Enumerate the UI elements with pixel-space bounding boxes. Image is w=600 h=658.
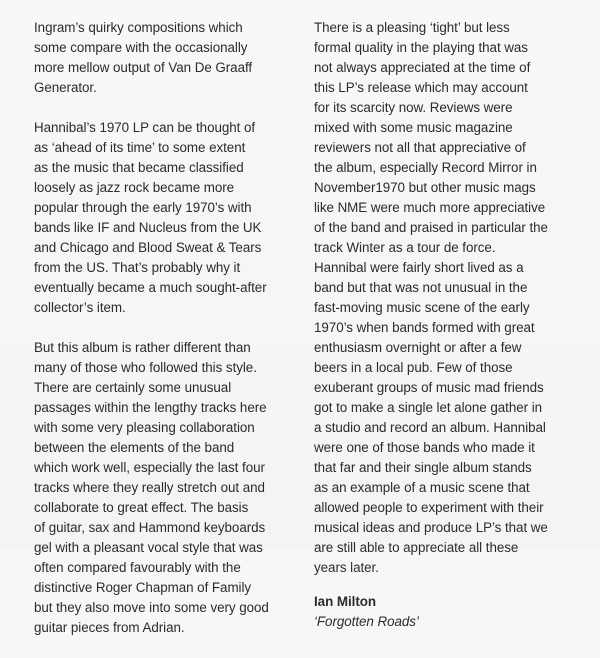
text-line: more mellow output of Van De Graaff <box>34 60 253 75</box>
text-line: band but that was not unusual in the <box>314 280 528 295</box>
text-line: often compared favourably with the <box>34 560 241 575</box>
text-line: gel with a pleasant vocal style that was <box>34 540 263 555</box>
text-line: guitar pieces from Adrian. <box>34 620 185 635</box>
text-line: Hannibal were fairly short lived as a <box>314 260 524 275</box>
text-line: that far and their single album stands <box>314 460 532 475</box>
signature-block <box>314 592 586 632</box>
text-line: this LP’s release which may account <box>314 80 528 95</box>
text-line: popular through the early 1970’s with <box>34 200 252 215</box>
text-line: years later. <box>314 560 379 575</box>
text-line: loosely as jazz rock became more <box>34 180 235 195</box>
text-line: mixed with some music magazine <box>314 120 513 135</box>
text-line: passages within the lengthy tracks here <box>34 400 267 415</box>
text-line: Generator. <box>34 80 97 95</box>
right-column <box>314 18 586 632</box>
author-name: Ian Milton <box>314 594 376 609</box>
text-line: beers in a local pub. Few of those <box>314 360 513 375</box>
paragraph-4 <box>314 18 586 578</box>
text-line: as the music that became classified <box>34 160 244 175</box>
text-line: November1970 but other music mags <box>314 180 536 195</box>
text-line: enthusiasm overnight or after a few <box>314 340 522 355</box>
text-line: were one of those bands who made it <box>314 440 535 455</box>
text-line: Hannibal’s 1970 LP can be thought of <box>34 120 256 135</box>
text-line: tracks where they really stretch out and <box>34 480 265 495</box>
text-line: allowed people to experiment with their <box>314 500 544 515</box>
text-line: reviewers not all that appreciative of <box>314 140 526 155</box>
text-line: There is a pleasing ‘tight’ but less <box>314 20 510 35</box>
text-line: distinctive Roger Chapman of Family <box>34 580 252 595</box>
text-line: not always appreciated at the time of <box>314 60 531 75</box>
text-line: the album, especially Record Mirror in <box>314 160 537 175</box>
text-line: which work well, especially the last four <box>34 460 265 475</box>
paragraph-2 <box>34 118 304 318</box>
text-line: some compare with the occasionally <box>34 40 248 55</box>
text-line: There are certainly some unusual <box>34 380 232 395</box>
text-line: got to make a single let alone gather in <box>314 400 543 415</box>
text-line: collaborate to great effect. The basis <box>34 500 249 515</box>
text-line: like NME were much more appreciative <box>314 200 546 215</box>
text-line: collector’s item. <box>34 300 126 315</box>
text-line: fast-moving music scene of the early <box>314 300 530 315</box>
source-title: ‘Forgotten Roads’ <box>314 614 419 629</box>
text-line: musical ideas and produce LP’s that we <box>314 520 548 535</box>
text-line: between the elements of the band <box>34 440 235 455</box>
text-line: for its scarcity now. Reviews were <box>314 100 513 115</box>
text-line: But this album is rather different than <box>34 340 251 355</box>
text-line: track Winter as a tour de force. <box>314 240 496 255</box>
text-line: as ‘ahead of its time’ to some extent <box>34 140 246 155</box>
paragraph-3 <box>34 338 304 638</box>
text-line: many of those who followed this style. <box>34 360 257 375</box>
text-line: are still able to appreciate all these <box>314 540 519 555</box>
text-line: from the US. That’s probably why it <box>34 260 241 275</box>
text-line: of the band and praised in particular the <box>314 220 548 235</box>
text-line: 1970’s when bands formed with great <box>314 320 535 335</box>
text-line: exuberant groups of music mad friends <box>314 380 544 395</box>
text-line: with some very pleasing collaboration <box>34 420 255 435</box>
text-line: bands like IF and Nucleus from the UK <box>34 220 262 235</box>
text-line: but they also move into some very good <box>34 600 269 615</box>
text-line: a studio and record an album. Hannibal <box>314 420 546 435</box>
paragraph-1 <box>34 18 304 98</box>
text-line: and Chicago and Blood Sweat & Tears <box>34 240 262 255</box>
text-line: as an example of a music scene that <box>314 480 530 495</box>
left-column <box>34 18 304 658</box>
text-line: of guitar, sax and Hammond keyboards <box>34 520 266 535</box>
text-line: eventually became a much sought-after <box>34 280 267 295</box>
text-line: Ingram’s quirky compositions which <box>34 20 243 35</box>
text-line: formal quality in the playing that was <box>314 40 528 55</box>
